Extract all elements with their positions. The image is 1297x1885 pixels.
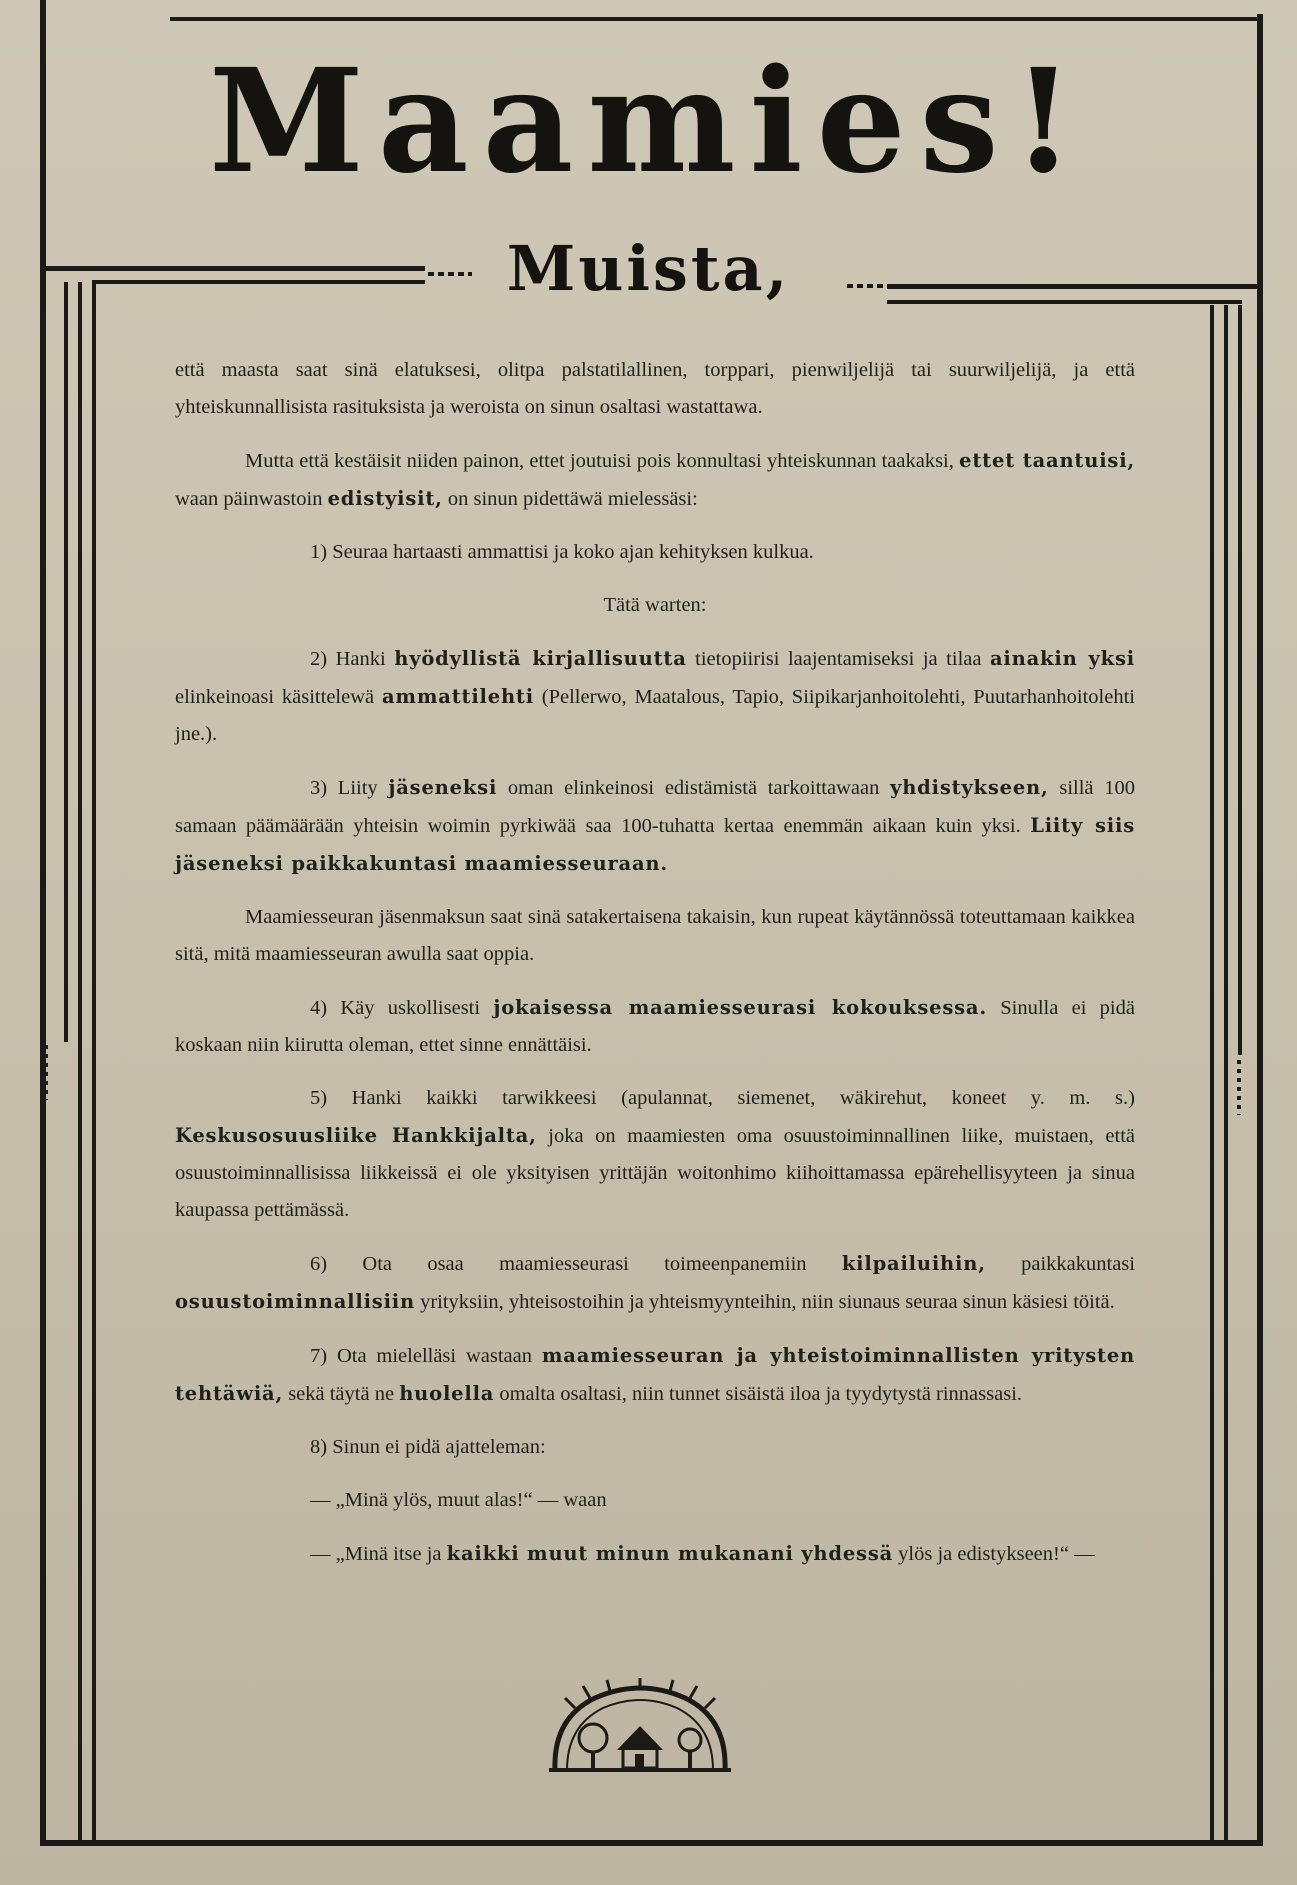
membership-paragraph: Maamiesseuran jäsenmaksun saat sinä satakertaisena takaisin, kun rupeat käytännössä toteuttamaan kaikkea sitä, mitä maamiesseuran awulla saat oppia. bbox=[175, 906, 1135, 965]
point-6: 6) Ota osaa maamiesseurasi toimeenpanemiin kilpailuihin, paikkakuntasi osuustoiminnallisiin yrityksiin, yhteisostoihin ja yhteismyynteihin, niin siunaus seuraa sinun käsiesi töitä. bbox=[175, 1252, 1135, 1313]
point-4: 4) Käy uskollisesti jokaisessa maamiesseurasi kokouksessa. Sinulla ei pidä koskaan niin kiirutta oleman, ettet sinne ennättäisi. bbox=[175, 996, 1135, 1056]
frame-top-line bbox=[170, 17, 1262, 21]
inner-right-line-3 bbox=[1238, 305, 1242, 1055]
poster-body bbox=[175, 352, 1135, 1589]
right-dotted-ornament bbox=[1237, 1060, 1241, 1115]
point-3: 3) Liity jäseneksi oman elinkeinosi edistämistä tarkoittawaan yhdistykseen, sillä 100 samaan päämäärään yhteisin woimin pyrkiwää saa 100-tuhatta kertaa enemmän aikaan kuin yksi. Liity siis jäseneksi paikkakuntasi maamiesseuraan. bbox=[175, 776, 1135, 875]
inner-left-line-2 bbox=[78, 282, 82, 1842]
inner-left-line-1 bbox=[64, 282, 68, 1042]
for-this-heading: Tätä warten: bbox=[603, 594, 707, 616]
poster-title: Maamies! bbox=[208, 38, 1089, 206]
point-2: 2) Hanki hyödyllistä kirjallisuutta tietopiirisi laajentamiseksi ja tilaa ainakin yksi elinkeinoasi käsittelewä ammattilehti (Pellerwo, Maatalous, Tapio, Siipikarjanhoitolehti, Puutarhanhoitolehti jne.). bbox=[175, 647, 1135, 745]
quote-2: — „Minä itse ja kaikki muut minun mukanani yhdessä ylös ja edistykseen!“ — bbox=[310, 1542, 1095, 1565]
intro-paragraph: että maasta saat sinä elatuksesi, olitpa palstatilallinen, torppari, pienwiljelijä tai suurwiljelijä, ja että yhteiskunnallisista rasituksista ja weroista on sinun osaltasi wastattawa. bbox=[175, 359, 1135, 418]
inner-right-line-1 bbox=[1210, 305, 1214, 1842]
farmstead-emblem-icon bbox=[545, 1678, 735, 1776]
frame-bottom-line bbox=[40, 1840, 1263, 1846]
quote-1: — „Minä ylös, muut alas!“ — waan bbox=[310, 1489, 607, 1511]
poster-subtitle: Muista, bbox=[506, 232, 791, 305]
inner-right-line-2 bbox=[1224, 305, 1228, 1842]
point-7: 7) Ota mielelläsi wastaan maamiesseuran ja yhteistoiminnallisten yritysten tehtäwiä, sekä täytä ne huolella omalta osaltasi, niin tunnet sisäistä iloa ja tyydytystä rinnassasi. bbox=[175, 1344, 1136, 1405]
left-dotted-ornament bbox=[44, 1045, 48, 1100]
point-8: 8) Sinun ei pidä ajatteleman: bbox=[310, 1436, 546, 1458]
point-1: 1) Seuraa hartaasti ammattisi ja koko ajan kehityksen kulkua. bbox=[310, 541, 814, 563]
inner-left-line-3 bbox=[92, 282, 96, 1842]
but-paragraph: Mutta että kestäisit niiden painon, ettet joutuisi pois konnultasi yhteiskunnan taakaksi, ettet taantuisi, waan päinwastoin edistyisit, on sinun pidettäwä mielessäsi: bbox=[175, 449, 1135, 510]
point-5: 5) Hanki kaikki tarwikkeesi (apulannat, siemenet, wäkirehut, koneet y. m. s.) Keskusosuusliike Hankkijalta, joka on maamiesten oma osuustoiminnallinen liike, muistaen, että osuustoiminnallisissa liikkeissä ei ole yksityisen yrittäjän woitonhimo kiihoittamassa epärehellisyyteen ja sinua kaupassa pettämässä. bbox=[175, 1087, 1135, 1221]
